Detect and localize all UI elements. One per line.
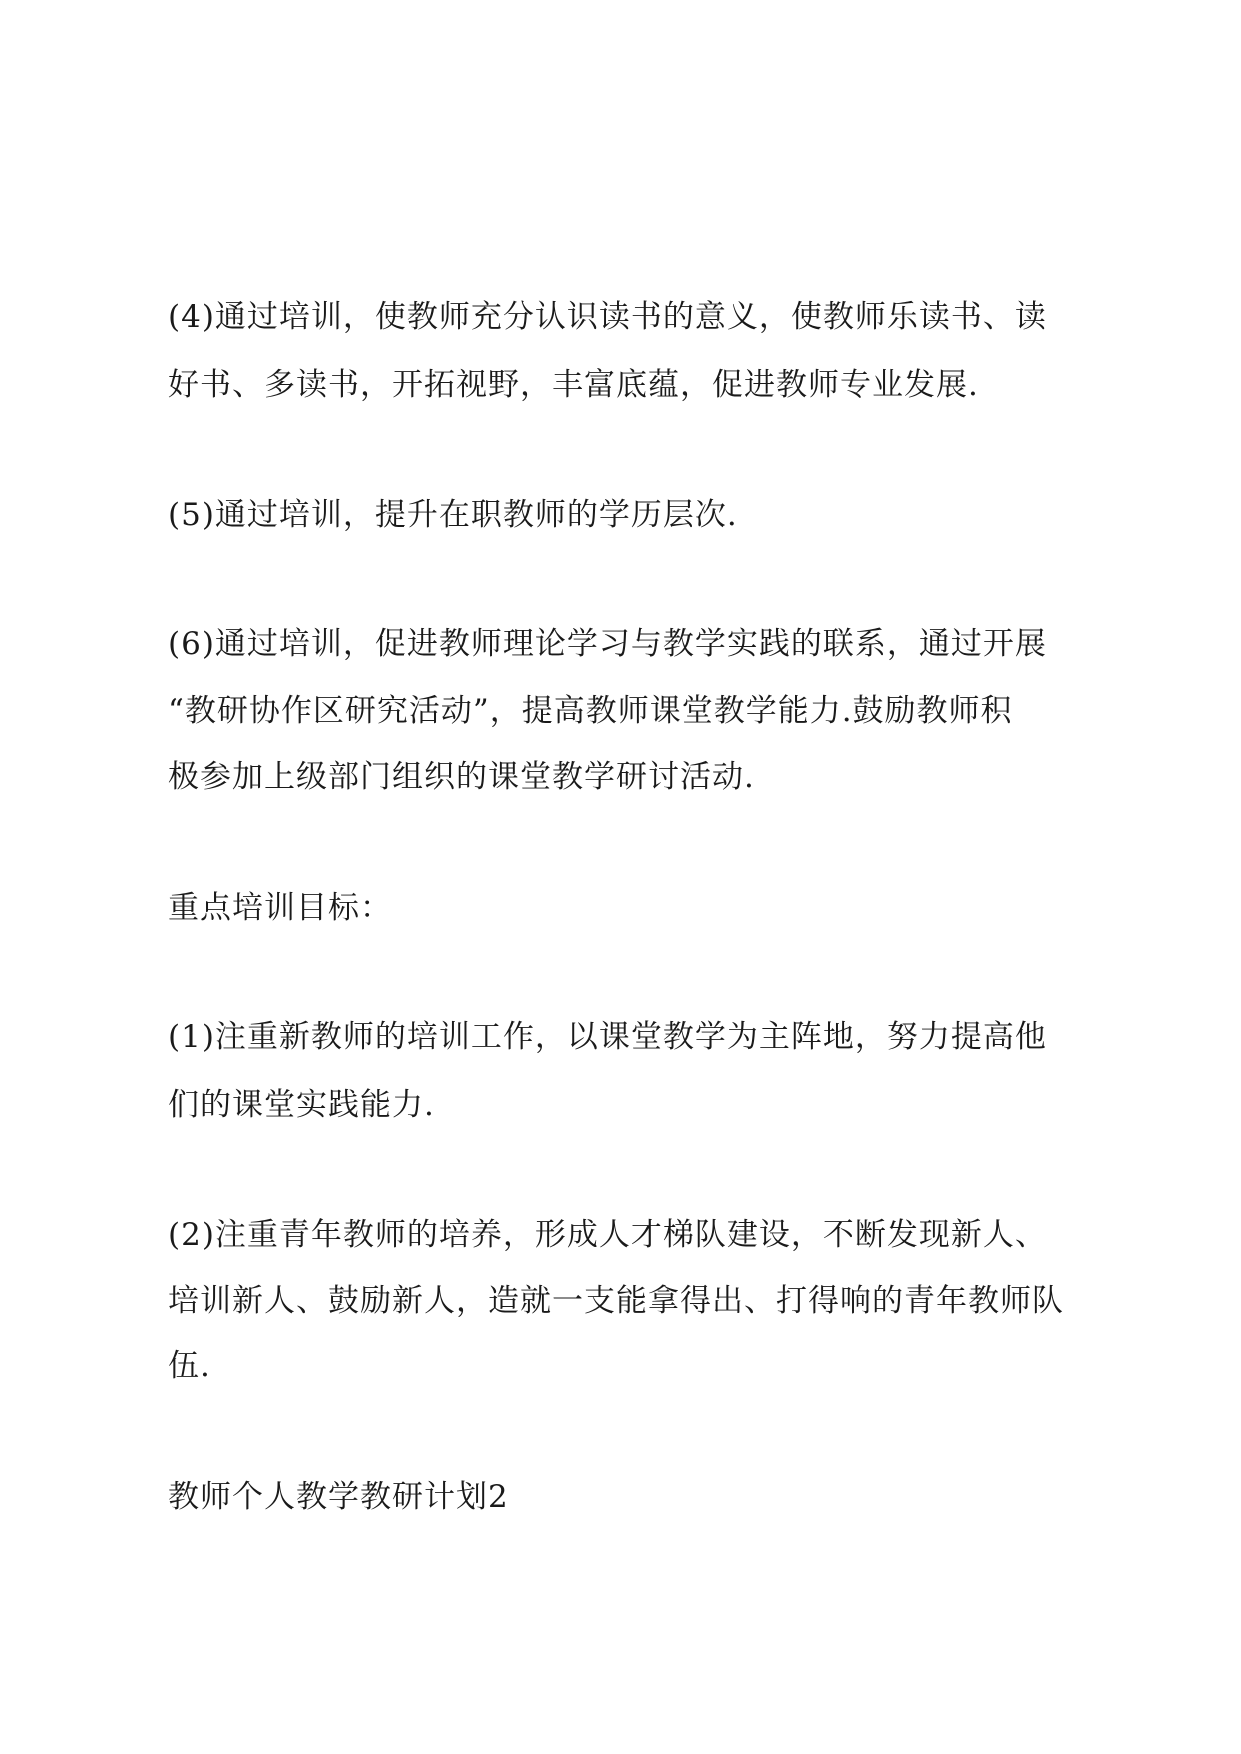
- section-heading: 重点培训目标：: [168, 890, 392, 926]
- text-line: “教研协作区研究活动”，提高教师课堂教学能力.鼓励教师积: [168, 693, 1013, 729]
- text-line: 极参加上级部门组织的课堂教学研讨活动.: [168, 759, 755, 795]
- text-line: (2)注重青年教师的培养，形成人才梯队建设，不断发现新人、: [168, 1217, 1047, 1253]
- text-line: (1)注重新教师的培训工作，以课堂教学为主阵地，努力提高他: [168, 1019, 1047, 1055]
- text-line: (4)通过培训，使教师充分认识读书的意义，使教师乐读书、读: [168, 299, 1047, 335]
- text-line: 培训新人、鼓励新人，造就一支能拿得出、打得响的青年教师队: [168, 1283, 1064, 1319]
- text-line: 好书、多读书，开拓视野，丰富底蕴，促进教师专业发展.: [168, 367, 979, 403]
- text-line: (5)通过培训，提升在职教师的学历层次.: [168, 497, 738, 533]
- section-title: 教师个人教学教研计划2: [168, 1479, 509, 1515]
- text-line: 伍.: [168, 1348, 211, 1384]
- text-line: 们的课堂实践能力.: [168, 1087, 435, 1123]
- text-line: (6)通过培训，促进教师理论学习与教学实践的联系，通过开展: [168, 626, 1047, 662]
